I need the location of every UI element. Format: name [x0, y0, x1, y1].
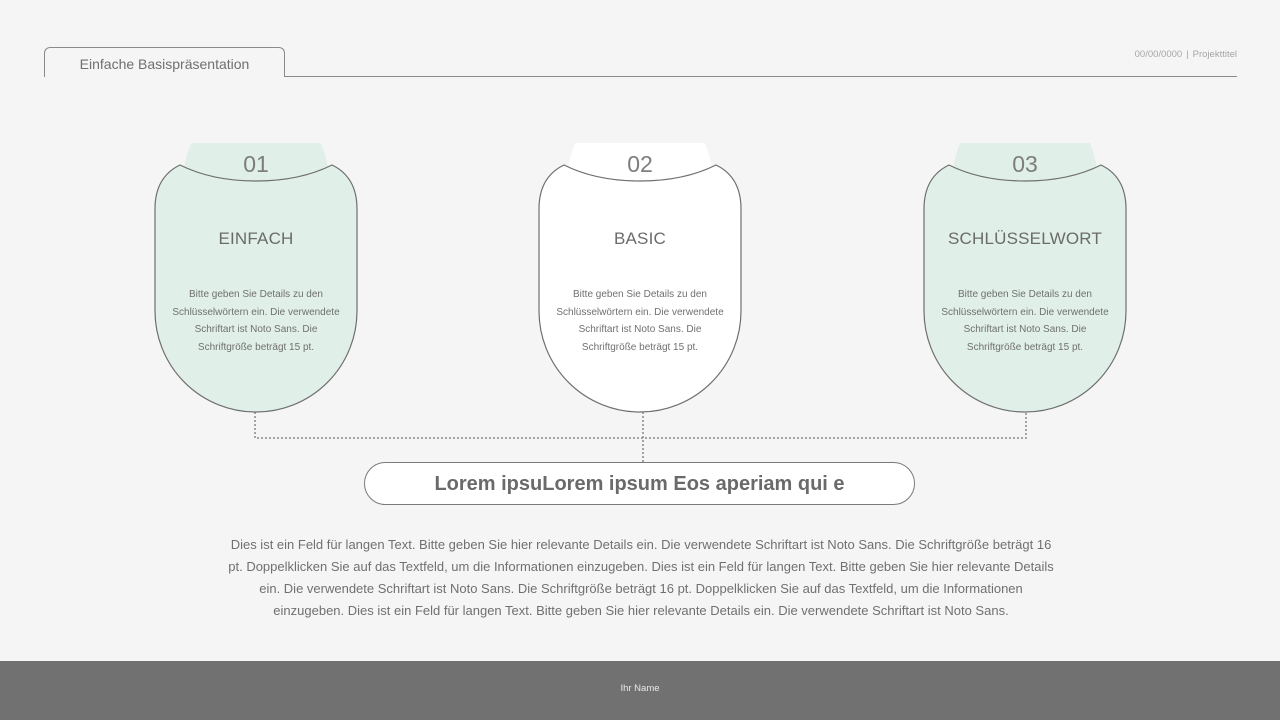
long-text-field[interactable]: Dies ist ein Feld für langen Text. Bitte geben Sie hier relevante Details ein. Die verwendete Schriftart ist Noto Sans. Die Schriftgröße beträgt 16 pt. Doppelklicken Sie auf das Textfeld, um die Informationen einzugeben. Dies ist ein Feld für langen Text. Bitte geben Sie hier relevante Details ein. Die verwendete Schriftart ist Noto Sans. Die Schriftgröße beträgt 16 pt. Doppelklicken Sie auf das Textfeld, um die Informationen einzugeben. Dies ist ein Feld für langen Text. Bitte geben Sie hier relevante Details ein. Die verwendete Schriftart ist Noto Sans.: [228, 537, 1054, 618]
summary-title-box[interactable]: [364, 462, 915, 505]
card-2-number: 02: [627, 151, 653, 177]
card-1-number: 01: [243, 151, 269, 177]
header-separator: |: [1186, 49, 1189, 60]
card-1-heading: EINFACH: [218, 229, 294, 248]
card-2: [538, 143, 742, 413]
footer-name: Ihr Name: [620, 683, 660, 694]
presentation-title: Einfache Basispräsentation: [79, 56, 250, 72]
card-3-body-text: Bitte geben Sie Details zu den Schlüsselwörtern ein. Die verwendete Schriftart ist Noto Sans. Die Schriftgröße beträgt 15 pt.: [941, 289, 1109, 353]
card-3: [923, 143, 1127, 413]
card-1-shape: [154, 143, 358, 413]
card-3-number: 03: [1012, 151, 1038, 177]
card-2-shape: [538, 143, 742, 413]
card-1-body-text: Bitte geben Sie Details zu den Schlüsselwörtern ein. Die verwendete Schriftart ist Noto Sans. Die Schriftgröße beträgt 15 pt.: [172, 289, 340, 353]
card-1: [154, 143, 358, 413]
summary-title: Lorem ipsuLorem ipsum Eos aperiam qui e: [434, 473, 845, 495]
card-3-shape: [923, 143, 1127, 413]
card-2-body-text: Bitte geben Sie Details zu den Schlüsselwörtern ein. Die verwendete Schriftart ist Noto Sans. Die Schriftgröße beträgt 15 pt.: [556, 289, 724, 353]
connector-horizontal: [255, 412, 1026, 438]
footer-bar: [0, 661, 1280, 720]
card-3-heading: SCHLÜSSELWORT: [947, 229, 1103, 248]
header-project: Projekttitel: [1192, 49, 1237, 60]
header-date: 00/00/0000: [1134, 49, 1183, 60]
card-2-heading: BASIC: [613, 229, 667, 248]
